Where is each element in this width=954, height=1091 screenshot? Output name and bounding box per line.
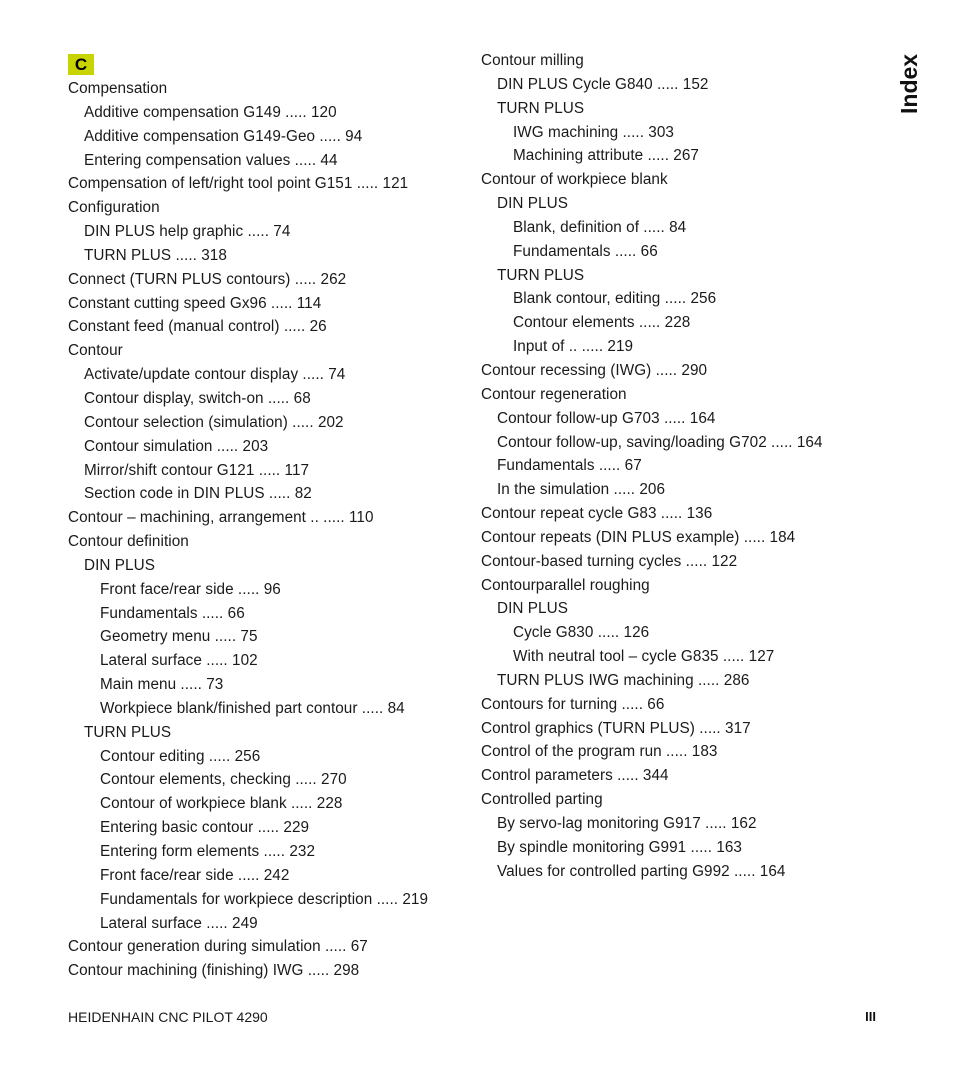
index-entry: Entering form elements ..... 232 xyxy=(100,843,316,860)
index-entry: DIN PLUS help graphic ..... 74 xyxy=(84,223,291,241)
index-entry: Workpiece blank/finished part contour ..... 84 xyxy=(100,699,405,717)
index-entry: Control parameters ..... 344 xyxy=(481,767,669,785)
index-entry: Contour elements, checking ..... 270 xyxy=(100,771,347,789)
index-entry: Blank contour, editing ..... 256 xyxy=(513,290,717,308)
index-entry: Fundamentals ..... 67 xyxy=(497,457,642,475)
index-entry: Blank, definition of ..... 84 xyxy=(513,218,687,236)
index-entry: Contour regeneration xyxy=(481,385,627,403)
index-entry: Cycle G830 ..... 126 xyxy=(513,624,650,642)
index-entry: Lateral surface ..... 102 xyxy=(100,652,258,670)
index-entry: Front face/rear side ..... 96 xyxy=(100,580,281,598)
index-entry: Contour display, switch-on ..... 68 xyxy=(84,389,311,407)
index-entry: By spindle monitoring G991 ..... 163 xyxy=(497,838,742,856)
index-entry: Contour recessing (IWG) ..... 290 xyxy=(481,361,708,379)
index-entry: Fundamentals ..... 66 xyxy=(100,604,245,622)
index-entry: Lateral surface ..... 249 xyxy=(100,914,258,932)
index-entry: TURN PLUS xyxy=(84,723,172,741)
index-entry: Contour repeat cycle G83 ..... 136 xyxy=(481,505,713,523)
index-entry: By servo-lag monitoring G917 ..... 162 xyxy=(497,815,757,832)
index-entry: Contour xyxy=(68,342,123,360)
index-entry: TURN PLUS IWG machining ..... 286 xyxy=(497,671,750,689)
index-entry: Values for controlled parting G992 ..... 164 xyxy=(497,862,786,880)
index-entry: Front face/rear side ..... 242 xyxy=(100,866,290,884)
index-entry: TURN PLUS xyxy=(497,99,585,117)
index-entry: Contour editing ..... 256 xyxy=(100,747,261,765)
index-entry: Contours for turning ..... 66 xyxy=(481,695,665,713)
index-entry: Contour milling xyxy=(481,52,584,69)
index-entry: In the simulation ..... 206 xyxy=(497,481,666,499)
index-entry: Controlled parting xyxy=(481,791,603,809)
side-title: Index xyxy=(896,53,922,114)
index-entry: Entering basic contour ..... 229 xyxy=(100,819,310,837)
index-entry: DIN PLUS xyxy=(497,600,568,618)
index-entry: Contour generation during simulation ..... 67 xyxy=(68,938,368,956)
index-entry: Connect (TURN PLUS contours) ..... 262 xyxy=(68,270,347,288)
index-entry: Contour repeats (DIN PLUS example) ..... 184 xyxy=(481,528,796,546)
index-entry: Contour of workpiece blank xyxy=(481,171,668,189)
index-column-left xyxy=(68,77,428,983)
index-entry: Fundamentals for workpiece description ..... 219 xyxy=(100,890,429,908)
index-entry: Main menu ..... 73 xyxy=(100,676,224,694)
index-entry: Contour elements ..... 228 xyxy=(513,314,691,332)
index-entry: Contour simulation ..... 203 xyxy=(84,437,269,455)
index-entry: DIN PLUS xyxy=(84,556,155,574)
footer-product-name: HEIDENHAIN CNC PILOT 4290 xyxy=(68,1009,268,1025)
index-entry: Fundamentals ..... 66 xyxy=(513,242,658,260)
index-entry: Geometry menu ..... 75 xyxy=(100,628,258,646)
index-entry: DIN PLUS xyxy=(497,195,568,213)
index-entry: Contour machining (finishing) IWG ..... 298 xyxy=(68,962,360,980)
index-entry: DIN PLUS Cycle G840 ..... 152 xyxy=(497,75,709,93)
index-entry: Contour-based turning cycles ..... 122 xyxy=(481,552,738,570)
index-column-right xyxy=(481,49,823,884)
index-entry: Constant cutting speed Gx96 ..... 114 xyxy=(68,294,322,312)
index-entry: Control of the program run ..... 183 xyxy=(481,743,718,761)
section-letter-badge: C xyxy=(68,54,94,75)
index-entry: IWG machining ..... 303 xyxy=(513,123,674,141)
index-entry: Mirror/shift contour G121 ..... 117 xyxy=(84,461,310,479)
footer-page-number: III xyxy=(865,1009,876,1024)
index-entry: Contour of workpiece blank ..... 228 xyxy=(100,795,343,813)
index-entry: Contour follow-up G703 ..... 164 xyxy=(497,409,716,427)
index-entry: Compensation xyxy=(68,80,168,97)
index-entry: Constant feed (manual control) ..... 26 xyxy=(68,318,327,336)
index-entry: TURN PLUS ..... 318 xyxy=(84,246,227,264)
index-entry: Entering compensation values ..... 44 xyxy=(84,151,338,169)
index-entry: Contour selection (simulation) ..... 202 xyxy=(84,413,344,431)
index-entry: Machining attribute ..... 267 xyxy=(513,147,699,165)
index-entry: Additive compensation G149 ..... 120 xyxy=(84,103,337,121)
index-entry: With neutral tool – cycle G835 ..... 127 xyxy=(513,648,775,666)
index-entry: Compensation of left/right tool point G151 ..... 121 xyxy=(68,175,409,193)
index-entry: Configuration xyxy=(68,199,160,217)
index-entry: Activate/update contour display ..... 74 xyxy=(84,366,346,384)
index-entry: Additive compensation G149-Geo ..... 94 xyxy=(84,127,363,145)
index-entry: Contour definition xyxy=(68,533,189,551)
index-entry: Input of .. ..... 219 xyxy=(513,338,634,356)
index-entry: TURN PLUS xyxy=(497,266,585,284)
index-entry: Control graphics (TURN PLUS) ..... 317 xyxy=(481,719,751,737)
index-entry: Contour – machining, arrangement .. ..... 110 xyxy=(68,509,374,527)
index-entry: Contour follow-up, saving/loading G702 ..... 164 xyxy=(497,433,823,451)
index-entry: Section code in DIN PLUS ..... 82 xyxy=(84,485,312,503)
index-entry: Contourparallel roughing xyxy=(481,576,650,594)
